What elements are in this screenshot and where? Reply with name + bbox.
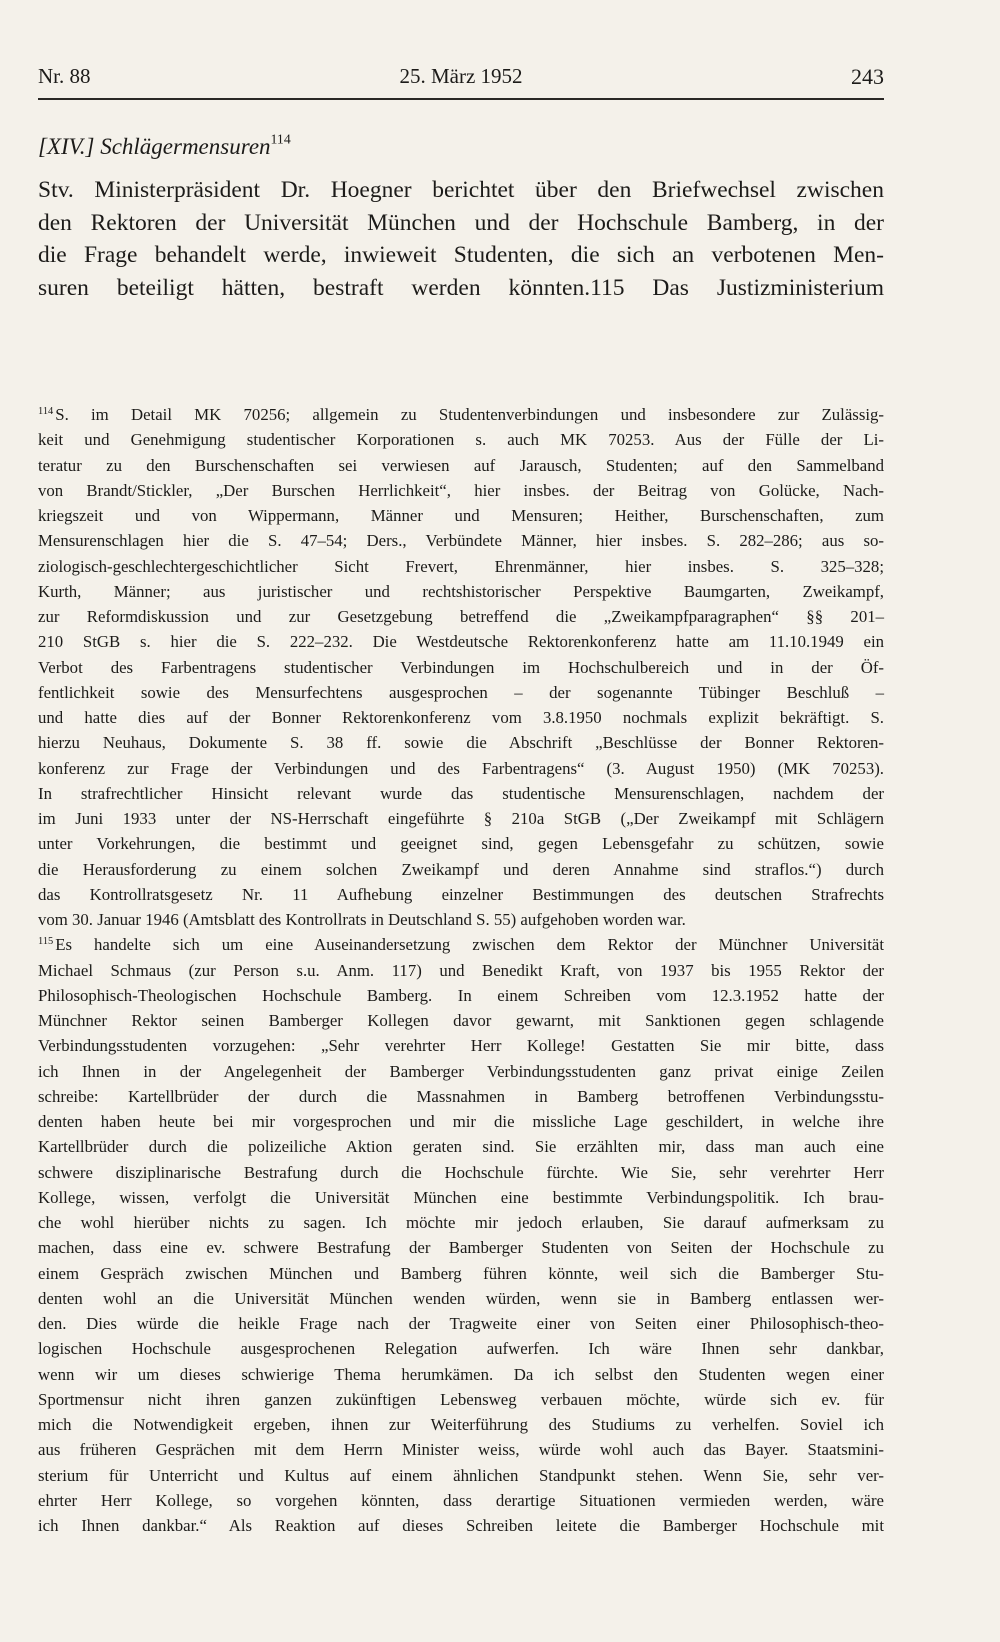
footnote-text: das Kontrollratsgesetz Nr. 11 Aufhebung einzelner Bestimmungen des deutschen Strafrechts (38, 884, 884, 904)
footnote-text: hierzu Neuhaus, Dokumente S. 38 ff. sowie die Abschrift „Beschlüsse der Bonner Rektoren- (38, 733, 884, 753)
footnote-text: zur Reformdiskussion und zur Gesetzgebung betreffend die „Zweikampfparagraphen“ §§ 201– (38, 607, 884, 626)
footnote-text: keit und Genehmigung studentischer Korporationen s. auch MK 70253. Aus der Fülle der Li- (38, 430, 884, 450)
page-number: 243 (851, 64, 884, 89)
footnote-text: Mensurenschlagen hier die S. 47–54; Ders., Verbündete Männer, hier insbes. S. 282–286; aus so- (38, 531, 884, 551)
footnote-line (38, 1286, 884, 1311)
footnote-text: Münchner Rektor seinen Bamberger Kollegen davor gewarnt, mit Sanktionen gegen schlagende (38, 1011, 884, 1030)
footnote-line (38, 705, 884, 730)
running-header (38, 64, 884, 94)
footnote-line (38, 1488, 884, 1513)
footnote-line (38, 554, 884, 579)
footnote-text: teratur zu den Burschenschaften sei verwiesen auf Jarausch, Studenten; auf den Sammelband (38, 455, 884, 475)
footnote-text: Es handelte sich um eine Auseinandersetzung zwischen dem Rektor der Münchner Universität (55, 935, 884, 955)
footnote-text: ich Ihnen dankbar.“ Als Reaktion auf dieses Schreiben leitete die Bamberger Hochschule mit (38, 1516, 884, 1535)
footnote-text: konferenz zur Frage der Verbindungen und des Farbentragens“ (3. August 1950) (MK 70253). (38, 758, 884, 778)
footnote-text: und hatte dies auf der Bonner Rektorenkonferenz vom 3.8.1950 nochmals explizit bekräftigt. S. (38, 708, 884, 727)
footnote-line (38, 1336, 884, 1361)
footnote-text: Kartellbrüder durch die polizeiliche Aktion geraten sind. Sie erzählten mir, dass man auch eine (38, 1137, 884, 1157)
header-rule (38, 98, 884, 100)
footnote-line (38, 1412, 884, 1437)
footnote-text: einem Gespräch zwischen München und Bamberg führen könnte, weil sich die Bamberger Stu- (38, 1263, 884, 1283)
footnote-text: schreibe: Kartellbrüder der durch die Massnahmen in Bamberg betroffenen Verbindungsstu- (38, 1086, 884, 1106)
body-line: die Frage behandelt werde, inwieweit Studenten, die sich an verbotenen Men- (38, 242, 884, 269)
footnote-text: vom 30. Januar 1946 (Amtsblatt des Kontrollrats in Deutschland S. 55) aufgehoben worden war. (38, 910, 686, 929)
footnote-line (38, 1109, 884, 1134)
footnote-line (38, 402, 884, 427)
footnote-text: denten haben heute bei mir vorgesprochen und mir die missliche Lage geschildert, in welche ihre (38, 1112, 884, 1131)
footnote-text: S. im Detail MK 70256; allgemein zu Studentenverbindungen und insbesondere zur Zulässig- (55, 405, 884, 424)
footnote-line (38, 1235, 884, 1260)
body-text (38, 174, 884, 304)
footnote-text: ehrter Herr Kollege, so vorgehen könnten, dass derartige Situationen vermieden werden, wäre (38, 1490, 884, 1510)
footnotes (38, 402, 884, 1538)
footnote-line (38, 907, 884, 932)
body-line: Stv. Ministerpräsident Dr. Hoegner berichtet über den Briefwechsel zwischen (38, 177, 884, 203)
footnote-text: Verbindungsstudenten vorzugehen: „Sehr verehrter Herr Kollege! Gestatten Sie mir bitte, dass (38, 1036, 884, 1056)
footnote-line (38, 1311, 884, 1336)
footnote-line (38, 680, 884, 705)
footnote-line (38, 958, 884, 983)
footnote-line (38, 806, 884, 831)
section-title (38, 131, 291, 160)
footnote-text: sterium für Unterricht und Kultus auf einem ähnlichen Standpunkt stehen. Wenn Sie, sehr ver- (38, 1465, 884, 1485)
footnote-line (38, 1134, 884, 1159)
footnote-text: che wohl hierüber nichts zu sagen. Ich möchte mir jedoch erlauben, Sie darauf aufmerksam zu (38, 1213, 884, 1232)
footnote-text: mich die Notwendigkeit ergeben, ihnen zur Weiterführung des Studiums zu verhelfen. Soviel ich (38, 1415, 884, 1434)
footnote-line (38, 932, 884, 957)
footnote-text: Kurth, Männer; aus juristischer und rechtshistorischer Perspektive Baumgarten, Zweikampf, (38, 581, 884, 601)
footnote-line (38, 1463, 884, 1488)
footnote-line (38, 579, 884, 604)
body-line: den Rektoren der Universität München und der Hochschule Bamberg, in der (38, 209, 884, 236)
section-footnote-ref: 114 (270, 131, 291, 147)
footnote-marker: 115 (38, 935, 54, 947)
footnote-line (38, 857, 884, 882)
footnote-text: machen, dass eine ev. schwere Bestrafung der Bamberger Studenten von Seiten der Hochschule zu (38, 1238, 884, 1258)
footnote-text: Michael Schmaus (zur Person s.u. Anm. 117) und Benedikt Kraft, von 1937 bis 1955 Rektor der (38, 960, 884, 980)
footnote-line (38, 655, 884, 680)
footnote-line (38, 983, 884, 1008)
footnote-text: im Juni 1933 unter der NS-Herrschaft eingeführte § 210a StGB („Der Zweikampf mit Schlägern (38, 809, 884, 828)
footnote-text: Verbot des Farbentragens studentischer Verbindungen im Hochschulbereich und in der Öf- (38, 657, 884, 677)
footnote-line (38, 528, 884, 553)
footnote-text: ich Ihnen in der Angelegenheit der Bamberger Verbindungsstudenten ganz privat einige Zeilen (38, 1061, 884, 1081)
footnote-line (38, 1387, 884, 1412)
footnote-line (38, 1033, 884, 1058)
footnote-line (38, 1362, 884, 1387)
footnote-text: den. Dies würde die heikle Frage nach der Tragweite einer von Seiten einer Philosophisch-theo- (38, 1314, 884, 1333)
footnote-line (38, 629, 884, 654)
footnote-text: Philosophisch-Theologischen Hochschule Bamberg. In einem Schreiben vom 12.3.1952 hatte der (38, 985, 884, 1005)
section-title-text: [XIV.] Schlägermensuren (38, 134, 271, 159)
footnote-text: schwere disziplinarische Bestrafung durch die Hochschule fürchte. Wie Sie, sehr verehrter Herr (38, 1162, 884, 1182)
footnote-text: In strafrechtlicher Hinsicht relevant wurde das studentische Mensurenschlagen, nachdem der (38, 783, 884, 803)
document-number: Nr. 88 (38, 64, 91, 88)
footnote-text: 210 StGB s. hier die S. 222–232. Die Westdeutsche Rektorenkonferenz hatte am 11.10.1949 ein (38, 632, 884, 652)
footnote-line (38, 1210, 884, 1235)
footnote-line (38, 453, 884, 478)
footnote-text: logischen Hochschule ausgesprochenen Relegation aufwerfen. Ich wäre Ihnen sehr dankbar, (38, 1339, 884, 1359)
footnote-text: kriegszeit und von Wippermann, Männer und Mensuren; Heither, Burschenschaften, zum (38, 506, 884, 525)
footnote-text: die Herausforderung zu einem solchen Zweikampf und deren Annahme sind straflos.“) durch (38, 859, 884, 879)
footnote-text: von Brandt/Stickler, „Der Burschen Herrlichkeit“, hier insbes. der Beitrag von Golücke, Nach- (38, 480, 884, 500)
footnote-line (38, 831, 884, 856)
footnote-line (38, 756, 884, 781)
footnote-line (38, 1160, 884, 1185)
footnote-line (38, 1261, 884, 1286)
footnote-line (38, 604, 884, 629)
footnote-line (38, 730, 884, 755)
footnote-line (38, 427, 884, 452)
footnote-line (38, 882, 884, 907)
footnote-text: aus früheren Gesprächen mit dem Herrn Minister weiss, würde wohl auch das Bayer. Staatsmini- (38, 1440, 884, 1460)
footnote-text: unter Vorkehrungen, die bestimmt und geeignet sind, gegen Lebensgefahr zu schützen, sowie (38, 834, 884, 854)
header-date: 25. März 1952 (399, 64, 523, 88)
footnote-line (38, 478, 884, 503)
footnote-text: wenn wir um dieses schwierige Thema herumkämen. Da ich selbst den Studenten wegen einer (38, 1364, 884, 1384)
footnote-line (38, 1437, 884, 1462)
footnote-text: Sportmensur nicht ihren ganzen zukünftigen Lebensweg verbauen möchte, würde sich ev. für (38, 1389, 884, 1409)
footnote-line (38, 1185, 884, 1210)
footnote-text: denten wohl an die Universität München wenden würden, wenn sie in Bamberg entlassen wer- (38, 1288, 884, 1308)
footnote-line (38, 1084, 884, 1109)
footnote-line (38, 1513, 884, 1538)
footnote-marker: 114 (38, 405, 54, 417)
footnote-text: fentlichkeit sowie des Mensurfechtens ausgesprochen – der sogenannte Tübinger Beschluß – (38, 682, 884, 702)
footnote-line (38, 1008, 884, 1033)
footnote-text: Kollege, wissen, verfolgt die Universität München eine bestimmte Verbindungspolitik. Ich brau- (38, 1187, 884, 1207)
footnote-line (38, 781, 884, 806)
footnote-line (38, 503, 884, 528)
footnote-line (38, 1059, 884, 1084)
body-line: suren beteiligt hätten, bestraft werden könnten.115 Das Justizministerium (38, 274, 884, 301)
footnote-text: ziologisch-geschlechtergeschichtlicher Sicht Frevert, Ehrenmänner, hier insbes. S. 325–328; (38, 556, 884, 576)
